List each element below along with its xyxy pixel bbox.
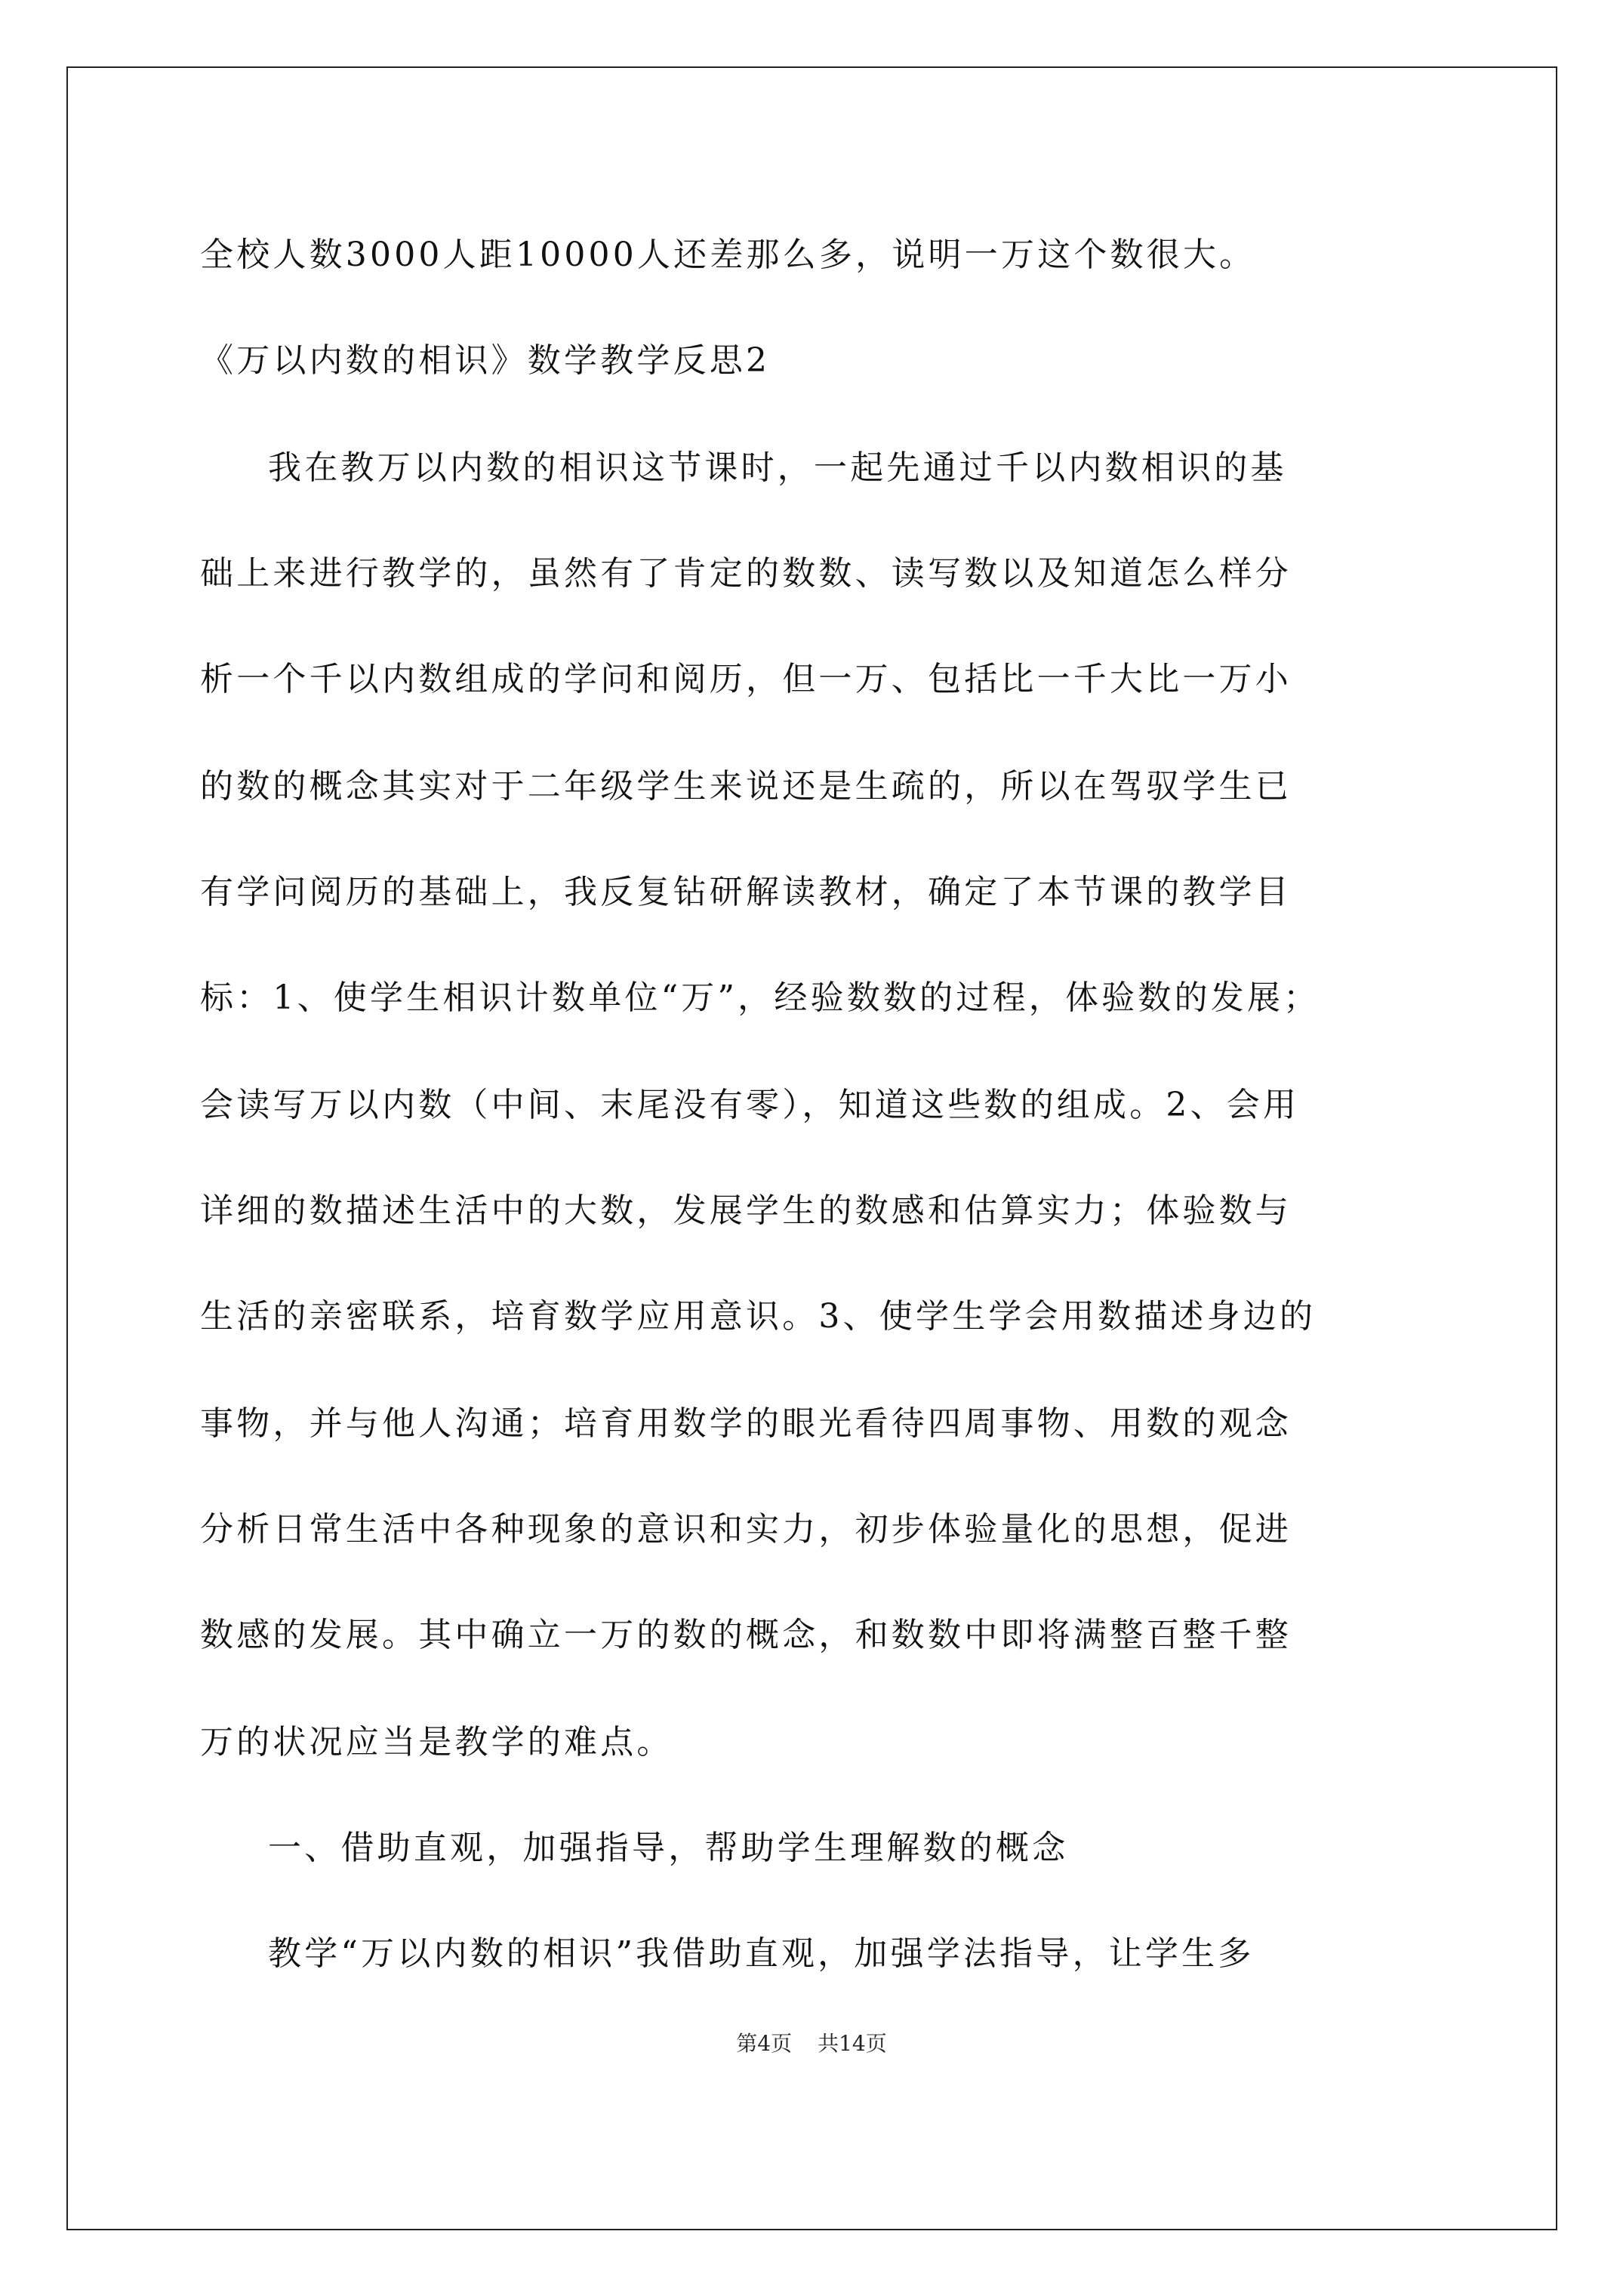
page-number: 第4页 [736, 2031, 793, 2056]
paragraph-first-line: 教学“万以内数的相识”我借助直观，加强学法指导，让学生多 [268, 1934, 1255, 1973]
page-footer [0, 2033, 1623, 2054]
text-line: 万的状况应当是教学的难点。 [200, 1723, 673, 1761]
text-line: 详细的数描述生活中的大数，发展学生的数感和估算实力；体验数与 [200, 1191, 1292, 1230]
paragraph-first-line: 我在教万以内数的相识这节课时，一起先通过千以内数相识的基 [268, 448, 1287, 487]
page-border [66, 66, 1557, 2230]
page-total: 共14页 [818, 2031, 887, 2056]
text-line: 会读写万以内数（中间、末尾没有零），知道这些数的组成。2、会用 [200, 1086, 1300, 1124]
text-line: 析一个千以内数组成的学问和阅历，但一万、包括比一千大比一万小 [200, 660, 1292, 698]
subsection-heading: 一、借助直观，加强指导，帮助学生理解数的概念 [268, 1829, 1069, 1867]
text-line: 生活的亲密联系，培育数学应用意识。3、使学生学会用数描述身边的 [200, 1297, 1317, 1336]
text-line: 分析日常生活中各种现象的意识和实力，初步体验量化的思想，促进 [200, 1510, 1292, 1549]
text-line: 数感的发展。其中确立一万的数的概念，和数数中即将满整百整千整 [200, 1616, 1292, 1654]
text-line: 全校人数3000人距10000人还差那么多，说明一万这个数很大。 [200, 236, 1256, 274]
text-line: 有学问阅历的基础上，我反复钻研解读教材，确定了本节课的教学目 [200, 873, 1292, 911]
text-line: 事物，并与他人沟通；培育用数学的眼光看待四周事物、用数的观念 [200, 1404, 1292, 1443]
text-line: 标：1、使学生相识计数单位“万”，经验数数的过程，体验数的发展； [200, 978, 1320, 1017]
text-line: 的数的概念其实对于二年级学生来说还是生疏的，所以在驾驭学生已 [200, 767, 1292, 806]
text-line: 础上来进行教学的，虽然有了肯定的数数、读写数以及知道怎么样分 [200, 554, 1292, 593]
section-heading: 《万以内数的相识》数学教学反思2 [200, 341, 771, 380]
